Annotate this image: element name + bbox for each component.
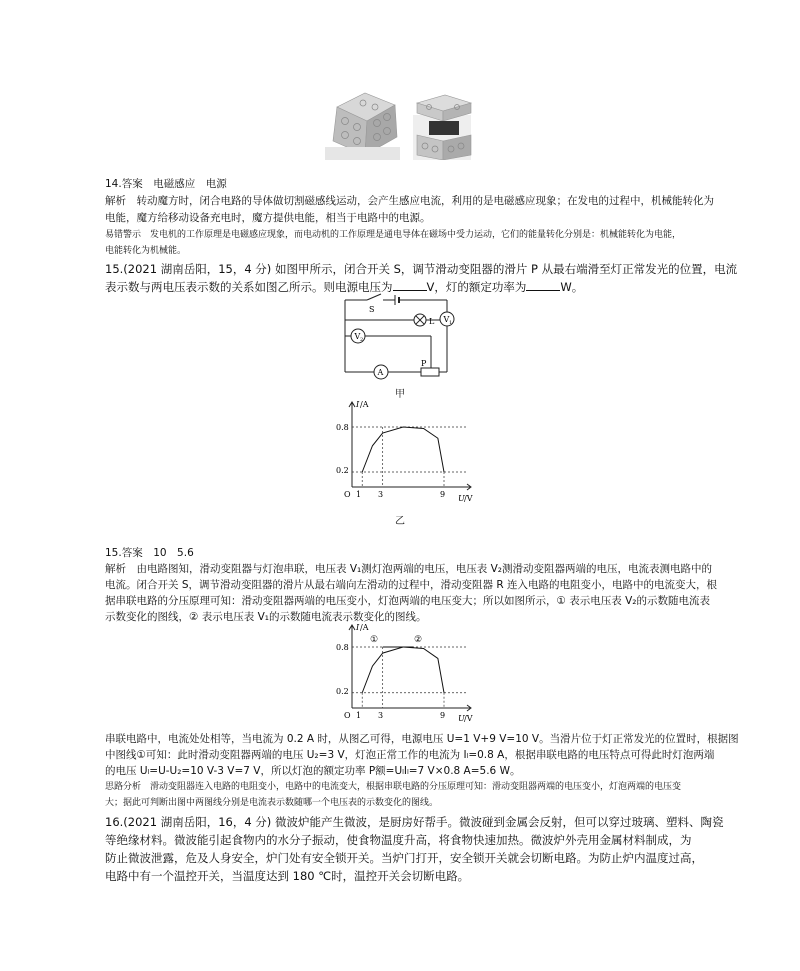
graph-yi (330, 397, 480, 505)
q16-stem-line2: 等绝缘材料。微波能引起食物内的水分子振动，使食物温度升高，将食物快速加热。微波炉外壳用金属材料制成，为 (105, 833, 692, 847)
y-axis-var: I (356, 623, 360, 632)
q15-stem-line1: 15.(2021 湖南岳阳，15，4 分) 如图甲所示，闭合开关 S，调节滑动变阻器的滑片 P 从最右端滑至灯正常发光的位置，电流 (105, 262, 738, 276)
lamp-label: L (429, 317, 435, 326)
voltage-answer-blank (393, 280, 427, 291)
circuit-diagram (335, 292, 470, 382)
curve-series-1 (362, 427, 444, 472)
y-axis-var: I (356, 400, 360, 409)
q15-thinking-line1: 思路分析 滑动变阻器连入电路的电阻变小，电路中的电流变大，根据串联电路的分压原理可知：滑动变阻器两端的电压变小，灯泡两端的电压变 (105, 782, 682, 792)
lamp-symbol (414, 314, 426, 326)
ammeter (374, 365, 388, 379)
y-tick-0-2: 0.2 (336, 687, 349, 696)
x-tick-1: 1 (356, 711, 362, 720)
x-axis-var: U (458, 494, 465, 503)
graph-annotated (330, 620, 480, 726)
curve-series-1 (362, 647, 413, 693)
switch-lever (367, 294, 381, 300)
curve-2-marker: ② (414, 635, 423, 645)
x-axis-var: U (458, 714, 465, 723)
q15-analysis-line4: 示数变化的图线，② 表示电压表 V₁的示数随电流表示数变化的图线。 (105, 611, 427, 623)
q15-thinking-line2: 大；据此可判断出图中两图线分别是电流表示数随哪一个电压表的示数变化的图线。 (105, 798, 439, 808)
q15-analysis-line3: 据串联电路的分压原理可知：滑动变阻器两端的电压变小，灯泡两端的电压变大；所以如图所示，① 表示电压表 V₂的示数随电流表 (105, 595, 710, 607)
q15-stem-part3: W。 (560, 280, 584, 294)
v1-sub: 1 (449, 320, 453, 326)
q16-stem-line3: 防止微波泄露，危及人身安全，炉门处有安全锁开关。当炉门打开，安全锁开关就会切断电路。为防止炉内温度过高， (105, 851, 703, 865)
q15-solution-line2: 中图线①可知：此时滑动变阻器两端的电压 U₂=3 V，灯泡正常工作的电流为 Iₗ=0.8 A，根据串联电路的电压特点可得此时灯泡两端 (105, 749, 715, 761)
rubiks-cube-right-image (413, 95, 471, 160)
x-tick-3: 3 (378, 711, 384, 720)
q14-analysis-line2: 电能，魔方给移动设备充电时，魔方提供电能，相当于电路中的电源。 (105, 212, 431, 224)
q15-analysis-line1: 解析 由电路图知，滑动变阻器与灯泡串联，电压表 V₁测灯泡两端的电压，电压表 V₂测滑动变阻器两端的电压，电流表测电路中的 (105, 563, 712, 575)
q15-solution-line3: 的电压 Uₗ=U-U₂=10 V-3 V=7 V，所以灯泡的额定功率 P额=UₗIₗ=7 V×0.8 A=5.6 W。 (105, 765, 521, 777)
q16-stem-line4: 电路中有一个温控开关，当温度达到 180 ℃时，温控开关会切断电路。 (105, 869, 470, 883)
figure-jia-caption: 甲 (395, 389, 405, 400)
q14-answer: 14.答案 电磁感应 电源 (105, 178, 227, 190)
v2-label: V (354, 332, 361, 341)
x-tick-9: 9 (440, 711, 446, 720)
q15-stem-part1: 表示数与两电压表示数的关系如图乙所示。则电源电压为 (105, 280, 393, 294)
q15-stem-part2: V，灯的额定功率为 (426, 280, 527, 294)
q14-analysis-line1: 解析 转动魔方时，闭合电路的导体做切割磁感线运动，会产生感应电流，利用的是电磁感应现象；在发电的过程中，机械能转化为 (105, 195, 714, 207)
y-tick-0-8: 0.8 (336, 423, 349, 432)
q14-warning-line2: 电能转化为机械能。 (105, 246, 187, 256)
y-axis-unit: /A (360, 623, 369, 632)
q15-answer: 15.答案 10 5.6 (105, 547, 194, 559)
x-axis-unit: /V (464, 714, 473, 723)
curve-1-marker: ① (370, 635, 379, 645)
power-answer-blank (526, 280, 560, 291)
q16-stem-line1: 16.(2021 湖南岳阳，16，4 分) 微波炉能产生微波，是厨房好帮手。微波碰到金属会反射，但可以穿过玻璃、塑料、陶瓷 (105, 815, 724, 829)
voltmeter-v1 (440, 312, 454, 326)
origin-label: O (344, 711, 351, 720)
x-axis-unit: /V (464, 494, 473, 503)
y-tick-0-8: 0.8 (336, 643, 349, 652)
v2-sub: 2 (360, 337, 364, 343)
q15-analysis-line2: 电流。闭合开关 S，调节滑动变阻器的滑片从最右端向左滑动的过程中，滑动变阻器 R 连入电路的电阻变小，电路中的电流变大，根 (105, 579, 717, 591)
v1-label: V (443, 315, 450, 324)
figure-yi-caption: 乙 (395, 516, 405, 527)
origin-label: O (344, 490, 351, 499)
q14-warning-line1: 易错警示 发电机的工作原理是电磁感应现象，而电动机的工作原理是通电导体在磁场中受力运动，它们的能量转化分别是：机械能转化为电能， (105, 230, 682, 240)
slider-label: P (421, 359, 427, 368)
rubiks-cube-photos (325, 85, 475, 160)
switch-label: S (369, 305, 375, 314)
voltmeter-v2 (351, 329, 365, 343)
y-axis-unit: /A (360, 400, 369, 409)
q15-solution-line1: 串联电路中，电流处处相等，当电流为 0.2 A 时，从图乙可得，电源电压 U=1 V+9 V=10 V。当滑片位于灯正常发光的位置时，根据图 (105, 733, 739, 745)
x-tick-3: 3 (378, 490, 384, 499)
x-tick-1: 1 (356, 490, 362, 499)
y-tick-0-2: 0.2 (336, 466, 349, 475)
ammeter-label: A (377, 368, 384, 377)
curve-series-2 (383, 647, 444, 693)
x-tick-9: 9 (440, 490, 446, 499)
